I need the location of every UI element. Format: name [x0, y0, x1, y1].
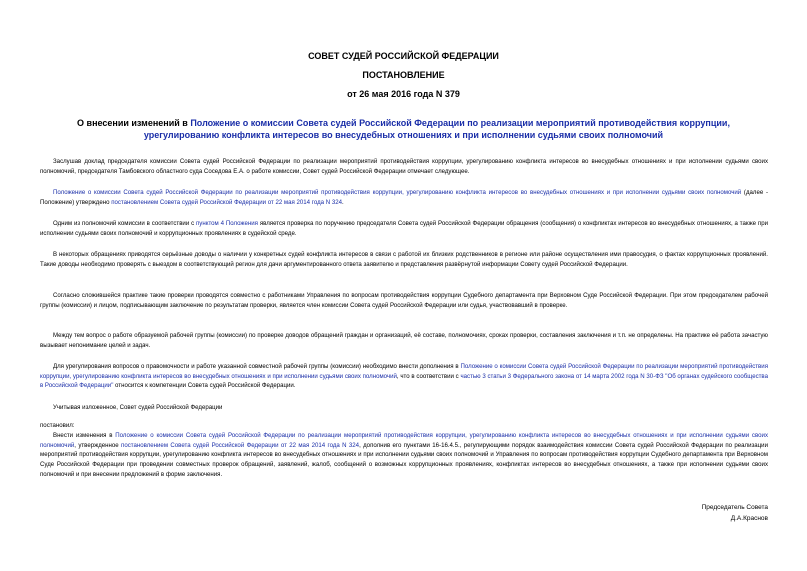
- org-heading: СОВЕТ СУДЕЙ РОССИЙСКОЙ ФЕДЕРАЦИИ: [308, 51, 499, 61]
- doc-type-heading: ПОСТАНОВЛЕНИЕ: [362, 70, 445, 80]
- resolution-324-link-2[interactable]: постановлением Совета судей Российской Федерации от 22 мая 2014 года N 324: [121, 441, 360, 449]
- clause-4-link[interactable]: пунктом 4 Положения: [196, 220, 258, 227]
- paragraph-3: [40, 219, 768, 238]
- paragraph-2: [40, 188, 768, 207]
- signature-name: Д.А.Краснов: [730, 515, 768, 522]
- paragraph-6: Между тем вопрос о работе образуемой рабочей группы (комиссии) по проверке доводов обращений граждан и организаций, её составе, полномочиях, сроках проверки, составления заключения и т.п. не определены. На практике её работа зачастую вызывает непонимание целей и задач.: [40, 332, 768, 349]
- p7-text-b: , что в соответствии с: [396, 372, 461, 380]
- regulation-link-2[interactable]: Положение о комиссии Совета судей Российской Федерации по реализации мероприятий противодействия коррупции, урегулированию конфликта интересов во внесудебных отношениях и при исполнении судьями своих полномочий: [40, 363, 769, 380]
- p7-text-c: относится к компетенции Совета судей Российской Федерации.: [113, 382, 296, 390]
- document-title: [40, 117, 767, 141]
- p10-text-a: Внести изменения в: [53, 432, 116, 439]
- signature-position: Председатель Совета: [701, 504, 768, 511]
- p7-text-a: Для урегулирования вопросов о правомочности и работе указанной совместной рабочей группы (комиссии) необходимо внести дополнения в: [53, 363, 461, 370]
- p2-text: (далее - Положение) утверждено: [40, 189, 768, 206]
- p10-text-b: , утвержденное: [74, 441, 122, 449]
- p3-text-b: является проверка по поручению председателя Совета судей Российской Федерации обращения (сообщения) о конфликтах интересов во внесудебных отношениях, а также при исполнении судьями своих полномочий и коррупционных проявлениях в судейской среде.: [40, 220, 768, 237]
- regulation-link-3[interactable]: Положение о комиссии Совета судей Российской Федерации по реализации мероприятий противодействия коррупции, урегулированию конфликта интересов во внесудебных отношениях и при исполнении судьями своих полномочий: [40, 432, 768, 449]
- paragraph-10: [40, 431, 768, 480]
- resolution-324-link[interactable]: постановлением Совета судей Российской Федерации от 22 мая 2014 года N 324: [111, 198, 342, 206]
- paragraph-4: В некоторых обращениях приводятся серьёзные доводы о наличии у конкретных судей конфликта интересов в связи с работой их близких родственников в регионе или районе осуществления ими правосудия, о фактах коррупционных проявлений. Такие доводы необходимо проверять с выездом в соответствующий регион для дачи аргументированного ответа заявителю и представления развёрнутой информации Совету судей Российской Федерации.: [40, 251, 768, 268]
- regulation-link[interactable]: Положение о комиссии Совета судей Российской Федерации по реализации мероприятий противодействия коррупции, урегулированию конфликта интересов во внесудебных отношениях и при исполнении судьями своих полномочий: [53, 189, 742, 196]
- federal-law-link[interactable]: частью 3 статьи 3 Федерального закона от 14 марта 2002 года N 30-ФЗ "Об органах судейского сообщества в Российской Федерации": [40, 372, 768, 390]
- paragraph-5: Согласно сложившейся практике такие проверки проводятся совместно с работниками Управления по вопросам противодействия коррупции Судебного департамента при Верховном Суде Российской Федерации. При этом председателем рабочей группы (комиссии) и лицом, подписывающим заключение по результатам проверки, является член комиссии Совета судей Российской Федерации или судья, участвовавший в проверке.: [40, 292, 768, 309]
- p10-text-c: , дополнив его пунктами 16-16.4.5., регулирующими порядок взаимодействия комиссии Совета судей Российской Федерации по реализации мероприятий противодействия коррупции, урегулированию конфликта интересов во внесудебных отношениях и при исполнении судьями своих полномочий и Управления по вопросам противодействия коррупции Судебного департамента при Верховном Суде Российской Федерации при проведении совместных проверок обращений, заявлений, жалоб, сообщений о возможных коррупционных проявлениях, конфликтах интересов во внесудебных отношениях, а также при исполнении судьями своих полномочий и при внесении предложений в форме заключения.: [40, 441, 768, 478]
- title-prefix: О внесении изменений в: [77, 118, 191, 128]
- p3-text-a: Одним из полномочий комиссии в соответствии с: [53, 220, 196, 227]
- paragraph-8: Учитывая изложенное, Совет судей Российской Федерации: [53, 404, 223, 411]
- paragraph-1: Заслушав доклад председателя комиссии Совета судей Российской Федерации по реализации мероприятий противодействия коррупции, урегулированию конфликта интересов во внесудебных отношениях и при исполнении судьями своих полномочий, председателя Тамбовского областного суда Соседова Е.А. о работе комиссии, Совет судей Российской Федерации отмечает следующее.: [40, 158, 768, 175]
- p2-end: .: [341, 198, 344, 206]
- date-number-heading: от 26 мая 2016 года N 379: [347, 89, 460, 99]
- title-link[interactable]: Положение о комиссии Совета судей Российской Федерации по реализации мероприятий противодействия коррупции, урегулированию конфликта интересов во внесудебных отношениях и при исполнении судьями своих полномочий: [143, 118, 730, 140]
- paragraph-7: [40, 362, 768, 391]
- paragraph-resolved: постановил:: [40, 422, 75, 429]
